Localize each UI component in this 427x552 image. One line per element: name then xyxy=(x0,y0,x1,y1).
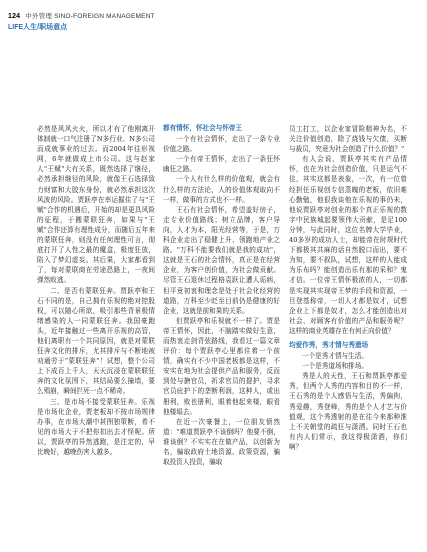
paragraph: 二、是否有蒙联狂奔。贾跃亭和王石不同的是，自己拥有乐视的绝对控股权，可以随心所欲，吸引那些背景极情绪感染的人一同蒙联狂奔。我国豪跑头，近年接触过一些离开乐视的高管，他们离职有一个共同原因，就是对蒙联狂奔文化的排斥，尤其排斥与不断地被劝通劳于“蒙联狂奔”！试想，整个公司上下成百上千人，天天沉浸在蒙联联狂奔的文化氛围下，其结局要么撞墙，要么殒崩，瞬间拦死一点不稀奇。 xyxy=(37,286,155,396)
page-illustration xyxy=(210,0,427,112)
paragraph: 王石有社会情怀，希望盖好房子，走专业价值路线；树立品牌，客户导向，人才为本，阳光经营等，于是，万科企业走出了稳健上升、领跑地产业之路。"万科不能要我们就是我的成功"，这就是王石的社会情怀，真正是在经营企业，为客户创价值，为社会做贡献。尽管王石退休过程格袁跃让遭人诟病，但平竟初衷和理念是处于社会化经营的道路，万科至少眨至目前仍是健康的好企业，这就是前和果的关系。 xyxy=(163,205,280,315)
article-column-2 xyxy=(163,124,280,467)
section-label: LIFE人生/职场意点 xyxy=(8,24,68,31)
magazine-name: 中外管理 SINO-FOREIGN MANAGEMENT xyxy=(25,13,155,20)
paragraph: 三、是市场不接受蒙联狂奔。乐视是市场化企业，贾老板却不按市场规律办事，在市场大潮中甚图独策断，希不见的市场大于不把你扣出去才怪呢。所以，贾跃亭的异然逃跑，是注定的，早比晚好，越晚伤害人越多。 xyxy=(37,397,155,456)
page-number: 124 xyxy=(8,13,21,20)
article-column-3 xyxy=(289,124,407,452)
paragraph: 一个是秀才情与生活。 xyxy=(302,352,368,361)
subheading: 均爱作秀，秀才情与秀遗场 xyxy=(289,341,369,349)
paragraph: 在近一次豪餐上，一位朋友愤然道："难道贾跃亭不该倒吗？他要不倒，谁该倒？不实实在在做产品，以创新为名，骗取政府土地资源、政策资源，骗取投资人投资，骗取 xyxy=(163,417,280,467)
paragraph: 有人会说，贾跃亭其实有产品情怀，也在为社会创造价值，只是运气不佳，其实这都是表象，一次，有一位曾经担任乐视创专信蒸魄的老板，依旧难心勤勉，他很我谈他在乐视的事仍未，他说贾跃亭对创业的那个真正乐视的数字中民族城起要领伟大贡献，是足100分钟，与此同时，这位名牌大学毕业，40多岁的成功人士，却能帝在时规时代下都极其共麻的话自然脱口而出，要不为知，要不叙队，试想，这样的人能成为乐布吗？能创造出乐有那的采和？鬼才信。一位帝王情怀极浓的人，一切都是实现其实现帝王梦的手段和资源，一旦登基称帝，一切人才都是奴才，试想企业上下都是奴才，怎么才能创造出对社会、对顾客有价值的产品和服务呢？这样的商业英雄存在有何正向价值？ xyxy=(289,155,407,335)
article-column-1 xyxy=(37,124,155,457)
paragraph: 一个有帝王情怀，走出了一条狂怀幽狂之路。 xyxy=(163,155,280,174)
paragraph: 但贾跃亭和乐视就不一样了。贾是帝王情怀，因此，不脑踏实做好生意，而热衷走剑背弦路线，我看过一篇文章评价：每个贾跃亭心里都住着一个前情，确实有不少中国老板都是这样，不安实在地为社会提供产品和服务，反而到处与搪官员，祈求官员的提护，寻求官员庇护下的垄断利润，这种人，或出册利，败也册利，眼着他起来楼，眼看他楼塌去。 xyxy=(163,316,280,416)
paragraph: 必然是风风火火，所以才有了他刚离开体制就一口气注册了N多行业、N多公司而成就事业的过去。而2004年往形视网，6年就做成上市公司。这与赵家人"王赋"大有关系，既然选择了继径，必然承担继径的风险，就像王石选择致力财富和大胶东身份，就必然承担这次风波的风险。贾跃亭在率运掘住了与"王赋"合作的机遇后，开始的却是更具风险的征程，于搬蒙联狂奔，如果与"王赋"合作还算有理性成分，而随后五年来的蒙联狂奔，则没有任何理性可言，彻底打开了人性之最的魔盒，极度狂放，陷入了梦幻虚妄。其后果，大家都看到了，每对蒙联商在劳途恐路上，一夜间弹然败逃。 xyxy=(37,125,155,285)
paragraph: 员工打工，以企业家冒险精神为名，不关注价值创造，除了烧钱与欠债，买断与裁员，究竟为社会创造了什么价值？" xyxy=(289,125,407,154)
paragraph: 一个人有什么样的价值观，就会有什么样的方法论，人的价值体观取向不一样，做事的方式也不一样。 xyxy=(163,175,280,204)
paragraph: 秀是人的天性，王石和贾跃亭都爱秀，但两个人秀的内容和目的不一样，王石秀的是个人感悟与生活，秀偏拘，秀爱趣，秀登峰，秀的是个人才艺与价值观，这个秀透射的是在往今来那种淮上不关朝堂的疏狂与潇洒。同时王石也有内人们常示，我这得极潇洒，你们啊？ xyxy=(289,372,407,451)
subheading: 都有情怀，怀社会与怀帝王 xyxy=(163,125,243,132)
paragraph: 一个有社会情怀，走出了一条专业价值之路。 xyxy=(163,135,280,154)
masthead xyxy=(8,11,155,20)
paragraph: 一个是秀道场和排场。 xyxy=(302,362,368,371)
